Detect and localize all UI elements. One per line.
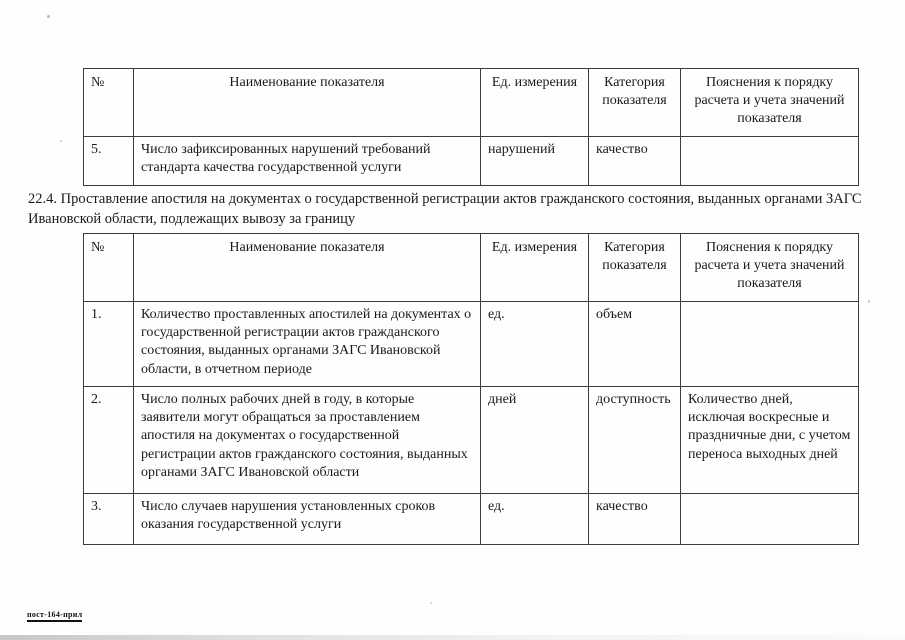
cell-unit: дней	[481, 387, 589, 494]
table-header	[84, 234, 859, 302]
cell-name: Число полных рабочих дней в году, в которые заявители могут обращаться за проставлением апостиля на документах о государственной регистрации актов гражданского состояния, выданных органами ЗАГС Ивановской области	[134, 387, 481, 494]
column-header-unit: Ед. измерения	[481, 234, 589, 302]
column-header-indicator-name: Наименование показателя	[134, 69, 481, 137]
table-row	[84, 302, 859, 387]
column-header-number: №	[84, 69, 134, 137]
column-header-number: №	[84, 234, 134, 302]
cell-name: Число зафиксированных нарушений требований стандарта качества государственной услуги	[134, 137, 481, 186]
scan-edge-artifact	[0, 635, 905, 640]
cell-category: доступность	[589, 387, 681, 494]
table-header-row	[84, 234, 859, 302]
scan-speck	[868, 300, 870, 303]
cell-name: Число случаев нарушения установленных сроков оказания государственной услуги	[134, 494, 481, 545]
table-row	[84, 494, 859, 545]
cell-notes	[681, 494, 859, 545]
cell-number: 1.	[84, 302, 134, 387]
cell-category: качество	[589, 137, 681, 186]
cell-unit: ед.	[481, 302, 589, 387]
column-header-notes: Пояснения к порядку расчета и учета значений показателя	[681, 69, 859, 137]
cell-category: качество	[589, 494, 681, 545]
table-row	[84, 387, 859, 494]
cell-category: объем	[589, 302, 681, 387]
column-header-unit: Ед. измерения	[481, 69, 589, 137]
table-row	[84, 137, 859, 186]
scan-speck	[60, 140, 62, 142]
indicator-table-fragment	[83, 68, 859, 186]
cell-number: 5.	[84, 137, 134, 186]
cell-unit: нарушений	[481, 137, 589, 186]
footer-note: пост-164-прил	[27, 610, 82, 622]
column-header-category: Категория показателя	[589, 69, 681, 137]
column-header-indicator-name: Наименование показателя	[134, 234, 481, 302]
cell-name: Количество проставленных апостилей на документах о государственной регистрации актов гражданского состояния, выданных органами ЗАГС Ивановской области, в отчетном периоде	[134, 302, 481, 387]
scan-speck	[430, 602, 432, 604]
cell-notes	[681, 302, 859, 387]
cell-notes	[681, 137, 859, 186]
section-heading: 22.4. Проставление апостиля на документах о государственной регистрации актов гражданского состояния, выданных органами ЗАГС Ивановской области, подлежащих вывозу за границу	[28, 191, 862, 227]
table-header	[84, 69, 859, 137]
cell-number: 2.	[84, 387, 134, 494]
scan-speck	[47, 15, 50, 18]
cell-number: 3.	[84, 494, 134, 545]
column-header-notes: Пояснения к порядку расчета и учета значений показателя	[681, 234, 859, 302]
table-header-row	[84, 69, 859, 137]
column-header-category: Категория показателя	[589, 234, 681, 302]
cell-notes: Количество дней, исключая воскресные и праздничные дни, с учетом переноса выходных дней	[681, 387, 859, 494]
cell-unit: ед.	[481, 494, 589, 545]
apostille-indicator-table	[83, 233, 859, 545]
